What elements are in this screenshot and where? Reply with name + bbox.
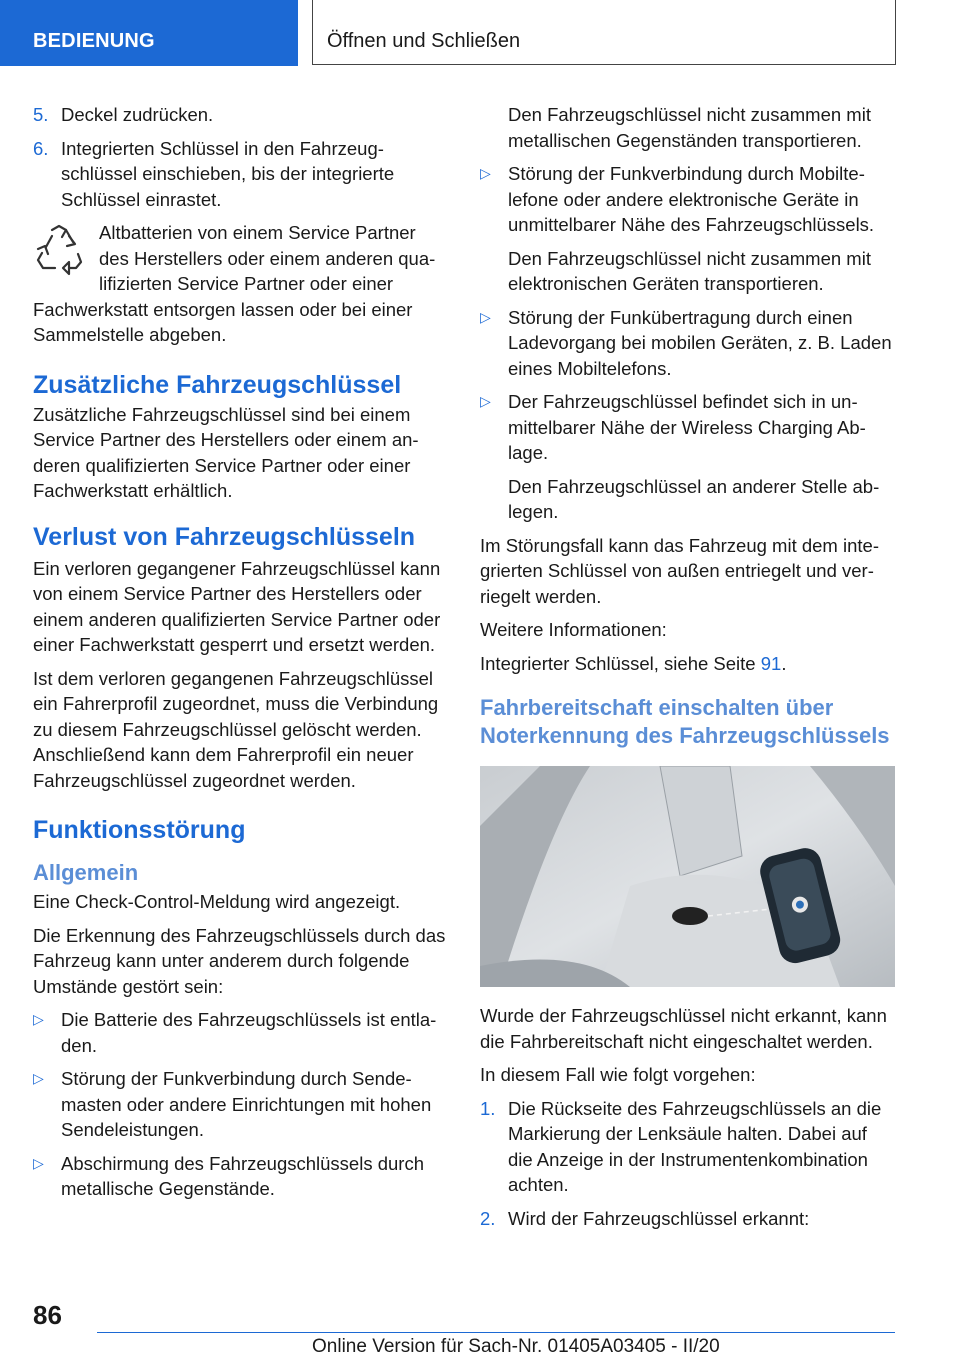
heading-verlust: Verlust von Fahrzeugschlüsseln: [33, 522, 416, 551]
page-link[interactable]: 91: [760, 652, 782, 674]
bullet-continuation: Den Fahrzeugschlüssel an anderer Stelle ablegen.: [508, 475, 880, 522]
triangle-right-icon: ▷: [33, 1154, 44, 1171]
step-number: 1.: [480, 1097, 496, 1119]
bullet-item: [33, 1007, 447, 1058]
step-number: 5.: [33, 104, 49, 125]
bullet-item: [480, 389, 895, 466]
step-number: 2.: [480, 1207, 496, 1229]
step-number: 6.: [33, 137, 49, 159]
paragraph: Ein verloren gegangener Fahrzeugschlüssel kann von einem Service Partner des Herstellers oder einem anderen qualifizierten Service Partner oder einer Fachwerkstatt gesperrt und ersetzt werden.: [33, 557, 441, 655]
recycle-note: [33, 220, 447, 348]
bullet-text: Die Batterie des Fahrzeugschlüssels ist entladen.: [61, 1009, 437, 1056]
paragraph: Die Erkennung des Fahrzeugschlüssels durch das Fahrzeug kann unter anderem durch folgende Umstände gestört sein:: [33, 924, 446, 997]
step-text: Wird der Fahrzeugschlüssel erkannt:: [508, 1207, 810, 1229]
paragraph: Ist dem verloren gegangenen Fahrzeugschlüssel ein Fahrerprofil zugeordnet, muss die Verbindung zu diesem Fahrzeugschlüssel gelöscht werden. Anschließend kann dem Fahrerprofil ein neuer Fahrzeugschlüssel zugeordnet werden.: [33, 667, 439, 791]
triangle-right-icon: ▷: [480, 393, 491, 409]
bullet-item: [480, 305, 895, 382]
triangle-right-icon: ▷: [480, 165, 491, 181]
paragraph: Im Störungsfall kann das Fahrzeug mit dem integrierten Schlüssel von außen entriegelt und verriegelt werden.: [480, 534, 879, 607]
footer-divider: [97, 1332, 895, 1333]
paragraph: Wurde der Fahrzeugschlüssel nicht erkannt, kann die Fahrbereitschaft nicht eingeschaltet werden.: [480, 1005, 887, 1052]
bullet-item: [33, 1151, 447, 1202]
bullet-text: Störung der Funkverbindung durch Sendemasten oder andere Einrichtungen mit hohen Sendeleistungen.: [61, 1068, 432, 1140]
recycle-icon: [33, 222, 85, 276]
paragraph: Eine Check-Control-Meldung wird angezeigt.: [33, 891, 401, 912]
bullet-continuation: Den Fahrzeugschlüssel nicht zusammen mit metallischen Gegenständen transportieren.: [508, 104, 871, 151]
chapter-title: Öffnen und Schließen: [327, 30, 521, 52]
paragraph: In diesem Fall wie folgt vorgehen:: [480, 1064, 756, 1085]
left-column: [33, 102, 447, 1210]
step-text: Integrierten Schlüssel in den Fahrzeugschlüssel einschieben, bis der integrierte Schlüssel einrastet.: [61, 137, 395, 210]
triangle-right-icon: ▷: [480, 308, 491, 325]
paragraph: Zusätzliche Fahrzeugschlüssel sind bei einem Service Partner des Herstellers oder einem anderen qualifizierten Service Partner oder einer Fachwerkstatt erhältlich.: [33, 403, 419, 501]
step-item: [33, 136, 447, 213]
step-text: Deckel zudrücken.: [61, 104, 214, 125]
heading-fahrbereitschaft: Fahrbereitschaft einschalten über Noterkennung des Fahrzeugschlüssels: [480, 695, 890, 748]
bullet-text: Abschirmung des Fahrzeugschlüssels durch metallische Gegenstände.: [61, 1152, 424, 1199]
step-text: Die Rückseite des Fahrzeugschlüssels an die Markierung der Lenksäule halten. Dabei auf die Anzeige in der Instrumentenkombination achten.: [508, 1097, 882, 1195]
chapter-tab: [312, 0, 896, 65]
key-steering-column-photo: [480, 766, 895, 987]
recycle-note-text: Altbatterien von einem Service Partner des Herstellers oder einem anderen qualifizierten Service Partner oder einer Fachwerkstatt entsorgen lassen oder bei einer Sammelstelle abgeben.: [33, 222, 436, 345]
cross-reference: [480, 651, 895, 677]
heading-zusaetzliche-schluessel: Zusätzliche Fahrzeugschlüssel: [33, 370, 402, 399]
subheading-allgemein: Allgemein: [33, 860, 139, 885]
page-number: 86: [33, 1300, 62, 1330]
right-column: [480, 102, 895, 1239]
bullet-continuation: Den Fahrzeugschlüssel nicht zusammen mit elektronischen Geräten transportieren.: [508, 247, 871, 294]
page-header: [0, 0, 960, 66]
bullet-text: Störung der Funkübertragung durch einen Ladevorgang bei mobilen Geräten, z. B. Laden eines Mobiltelefons.: [508, 306, 892, 379]
step-item: [480, 1206, 895, 1232]
triangle-right-icon: ▷: [33, 1011, 44, 1027]
bullet-item: [480, 161, 895, 238]
step-item: [33, 102, 447, 128]
bullet-text: Störung der Funkverbindung durch Mobiltelefone oder andere elektronische Geräte in unmittelbarer Nähe des Fahrzeugschlüssels.: [508, 163, 875, 235]
section-title: BEDIENUNG: [33, 30, 155, 52]
bullet-item: [33, 1066, 447, 1143]
xref-end: .: [781, 652, 787, 674]
step-item: [480, 1096, 895, 1198]
paragraph: Weitere Informationen:: [480, 619, 667, 640]
section-tab: [0, 0, 298, 66]
online-version-note: Online Version für Sach-Nr. 01405A03405 - II/20: [312, 1336, 720, 1357]
bullet-text: Der Fahrzeugschlüssel befindet sich in unmittelbarer Nähe der Wireless Charging Ablage.: [508, 391, 866, 463]
xref-text: Integrierter Schlüssel, siehe Seite: [480, 652, 761, 674]
heading-funktionsstoerung: Funktionsstörung: [33, 816, 246, 844]
triangle-right-icon: ▷: [33, 1070, 44, 1086]
